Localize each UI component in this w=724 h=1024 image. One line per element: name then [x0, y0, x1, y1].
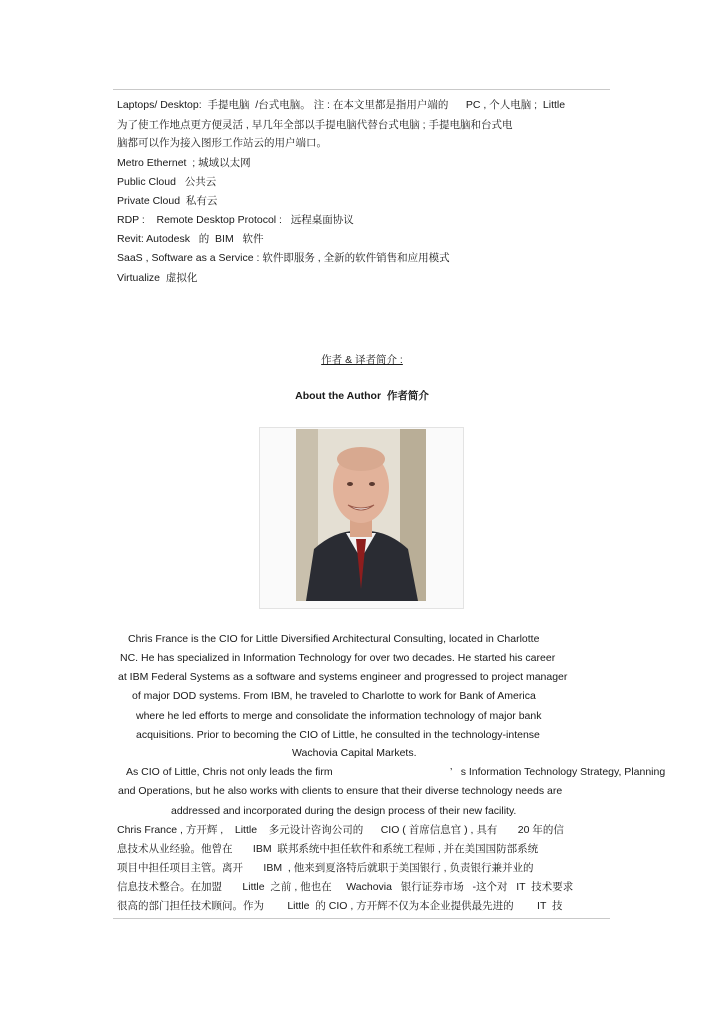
- author-portrait-illustration: [296, 429, 426, 601]
- glossary-line: Virtualize 虚拟化: [117, 272, 198, 284]
- bio-en-line: Wachovia Capital Markets.: [292, 747, 417, 759]
- bio-zh-line: 项目中担任项目主管。离开 IBM , 他来到夏洛特后就职于美国银行 , 负责银行兼并业的: [117, 862, 534, 874]
- bio-en-line: addressed and incorporated during the design process of their new facility.: [171, 805, 517, 817]
- bio-en-line: NC. He has specialized in Information Technology for over two decades. He started his career: [120, 652, 556, 664]
- glossary-line: 为了使工作地点更方便灵活 , 早几年全部以手提电脑代替台式电脑 ; 手提电脑和台式电: [117, 119, 513, 131]
- bio-en-line: acquisitions. Prior to becoming the CIO of Little, he consulted in the technology-intense: [136, 729, 540, 741]
- glossary-line: Public Cloud 公共云: [117, 176, 217, 188]
- top-rule: [113, 89, 610, 90]
- glossary-line: Revit: Autodesk 的 BIM 软件: [117, 233, 264, 245]
- bio-en-line: Chris France is the CIO for Little Diversified Architectural Consulting, located in Charlotte: [128, 633, 540, 645]
- glossary-line: Laptops/ Desktop: 手提电脑 /台式电脑。 注 : 在本文里都是指用户端的 PC , 个人电脑 ; Little: [117, 99, 566, 111]
- author-photo: [296, 429, 426, 601]
- bio-zh-line: 息技术从业经验。他曾在 IBM 联邦系统中担任软件和系统工程师 , 并在美国国防部系统: [117, 843, 539, 855]
- bio-en-line: of major DOD systems. From IBM, he traveled to Charlotte to work for Bank of America: [132, 690, 536, 702]
- about-heading: About the Author 作者简介: [295, 390, 429, 402]
- bio-en-line: where he led efforts to merge and consolidate the information technology of major bank: [136, 710, 542, 722]
- glossary-line: 脑都可以作为接入图形工作站云的用户端口。: [117, 137, 327, 149]
- bio-en-line: at IBM Federal Systems as a software and systems engineer and progressed to project manager: [118, 671, 568, 683]
- bio-en-line: ’ s Information Technology Strategy, Planning: [450, 766, 666, 778]
- glossary-line: SaaS , Software as a Service : 软件即服务 , 全新的软件销售和应用模式: [117, 252, 450, 264]
- bio-zh-line: Chris France , 方开辉 , Little 多元设计咨询公司的 CIO ( 首席信息官 ) , 具有 20 年的信: [117, 824, 564, 836]
- bio-zh-line: 很高的部门担任技术顾问。作为 Little 的 CIO , 方开辉不仅为本企业提供最先进的 IT 技: [117, 900, 563, 912]
- section-heading: 作者 & 译者简介 :: [321, 354, 403, 366]
- glossary-line: Metro Ethernet ; 城域以太网: [117, 157, 251, 169]
- glossary-line: RDP : Remote Desktop Protocol : 远程桌面协议: [117, 214, 354, 226]
- bio-en-line: and Operations, but he also works with clients to ensure that their diverse technology needs are: [118, 785, 563, 797]
- bottom-rule: [113, 918, 610, 919]
- glossary-line: Private Cloud 私有云: [117, 195, 218, 207]
- author-photo-frame: [259, 427, 464, 609]
- bio-en-line: As CIO of Little, Chris not only leads the firm: [126, 766, 333, 778]
- bio-zh-line: 信息技术整合。在加盟 Little 之前 , 他也在 Wachovia 银行证券市场 -这个对 IT 技术要求: [117, 881, 574, 893]
